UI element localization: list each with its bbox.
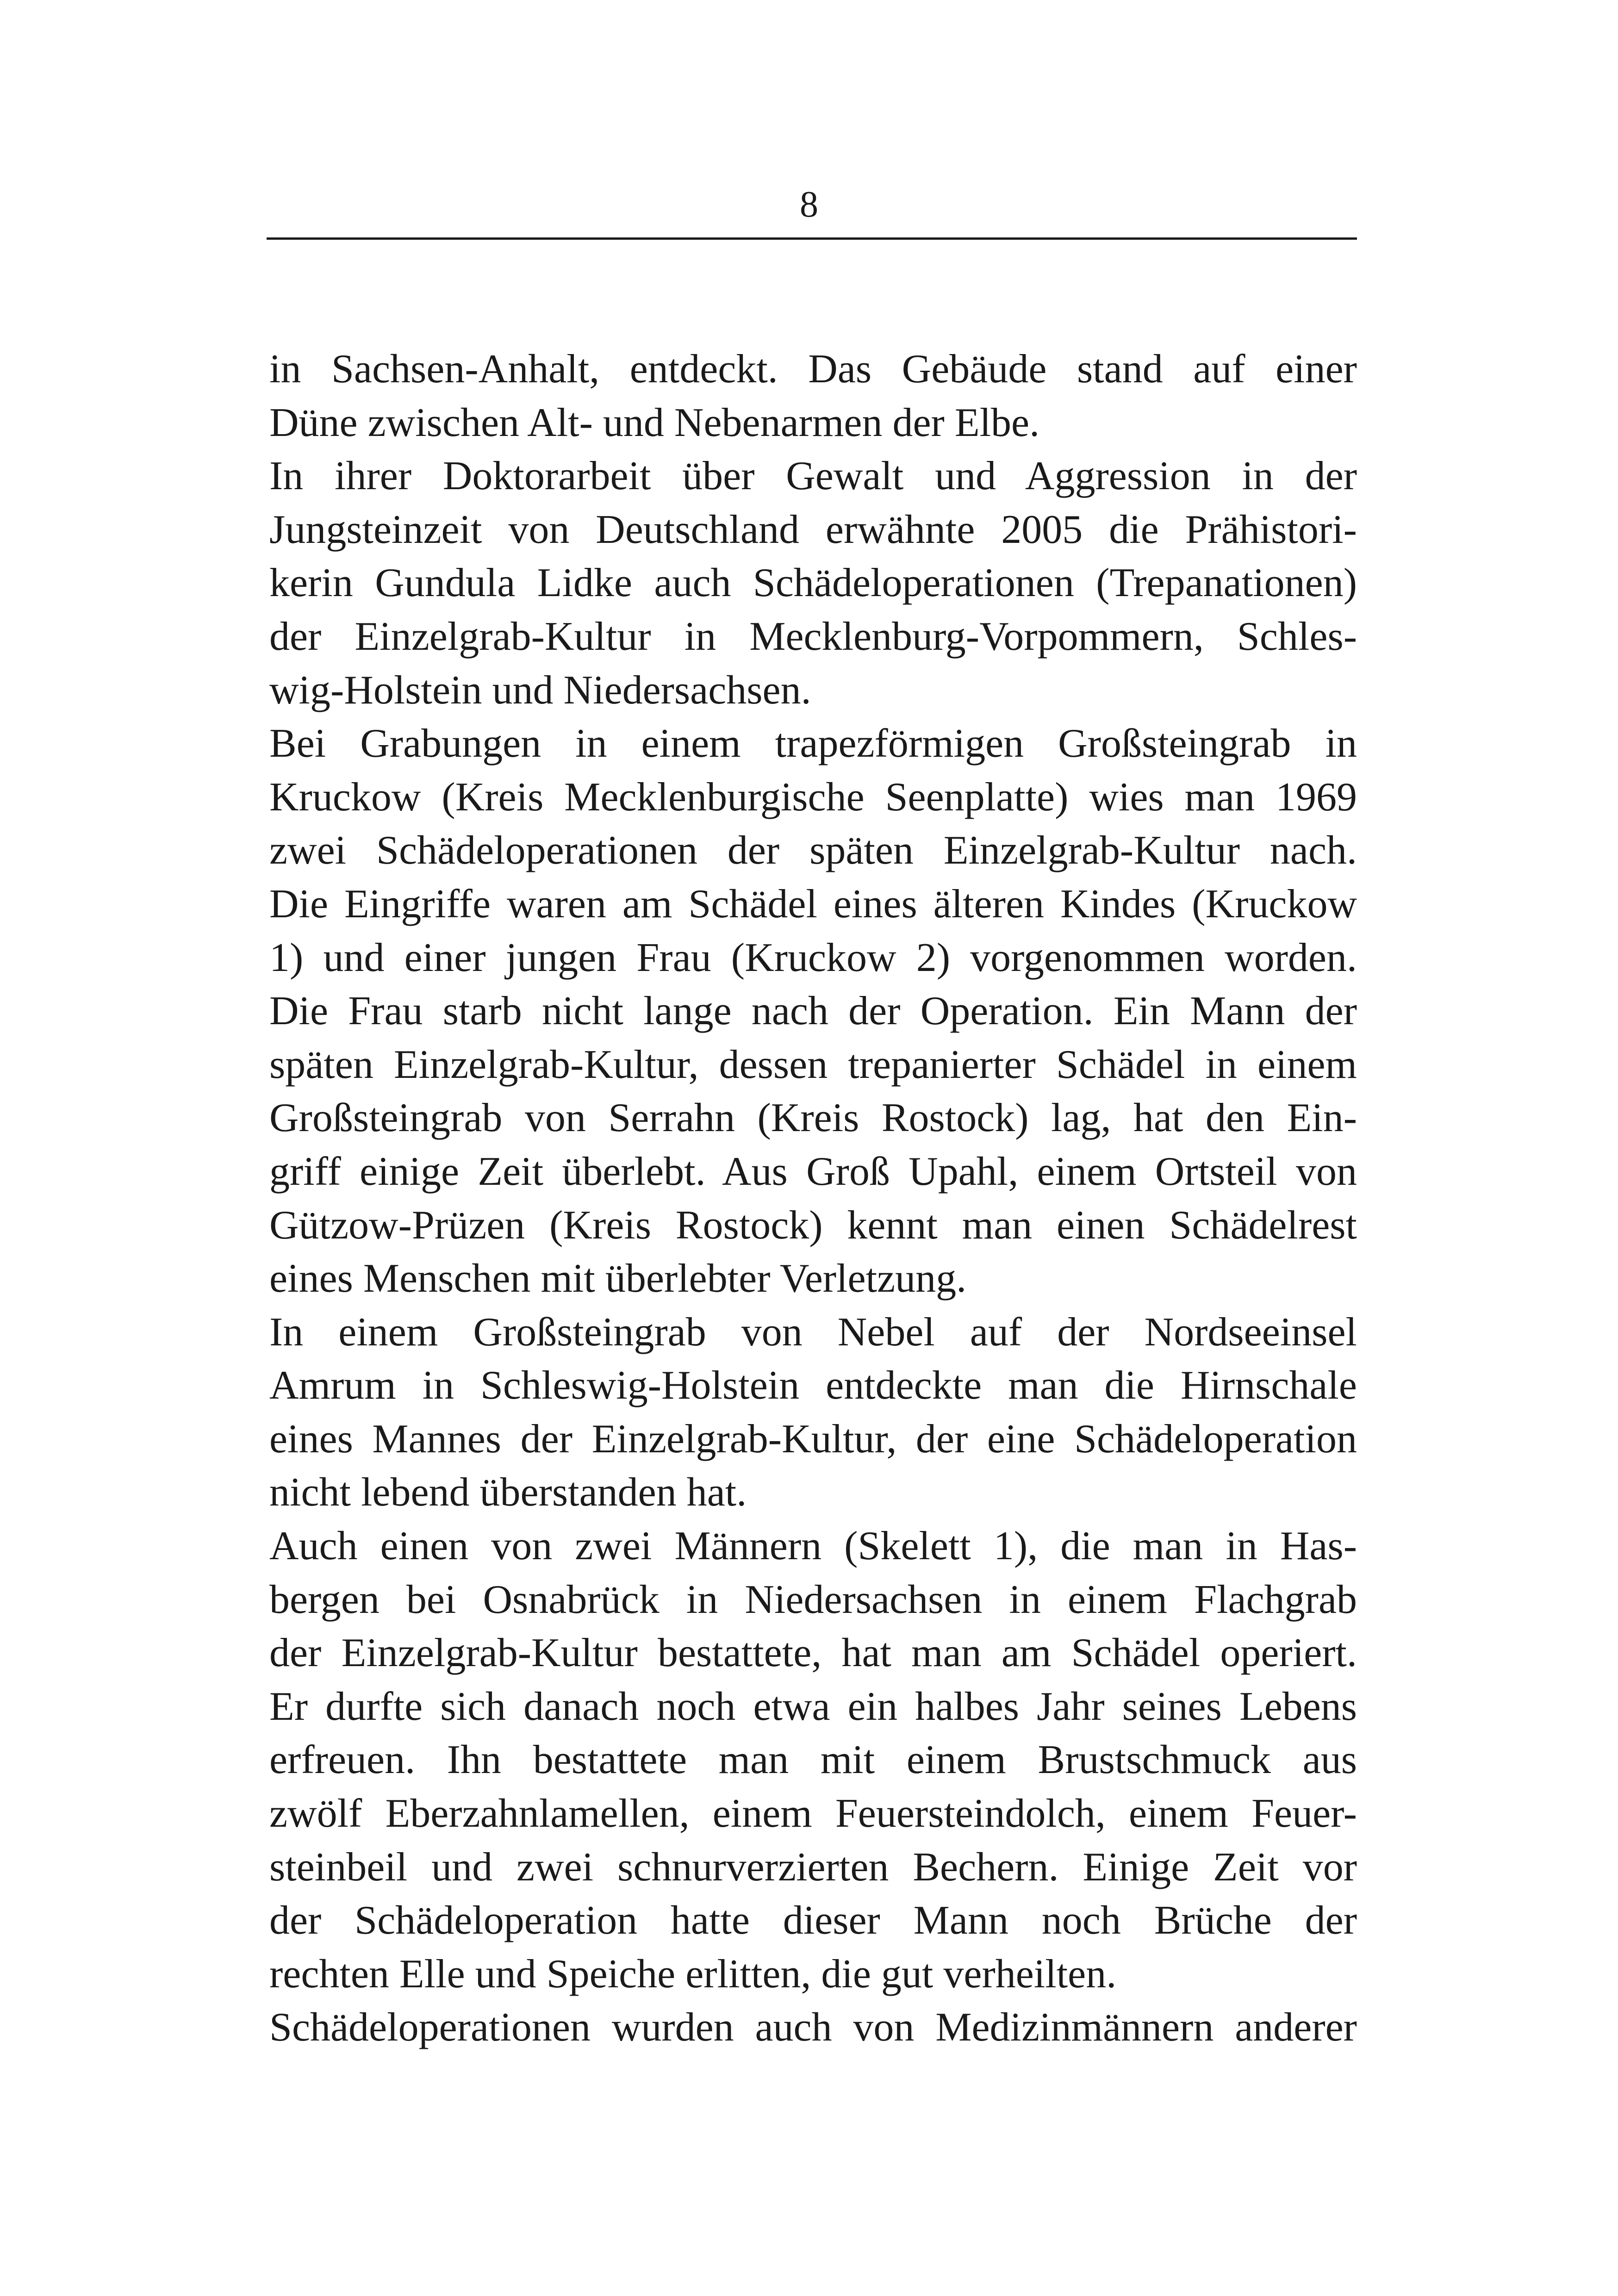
text-line: In einem Großsteingrab von Nebel auf der Nordseeinsel [269, 1309, 1357, 1355]
text-line: bergen bei Osnabrück in Niedersachsen in einem Flachgrab [269, 1577, 1357, 1622]
text-line: Gützow-Prüzen (Kreis Rostock) kennt man einen Schädelrest [269, 1202, 1357, 1248]
text-line: späten Einzelgrab-Kultur, dessen trepanierter Schädel in einem [269, 1042, 1357, 1087]
text-line: Auch einen von zwei Männern (Skelett 1), die man in Has- [269, 1524, 1357, 1569]
text-line: zwölf Eberzahnlamellen, einem Feuersteindolch, einem Feuer- [269, 1791, 1357, 1836]
text-line: 1) und einer jungen Frau (Kruckow 2) vorgenommen worden. [269, 935, 1357, 980]
text-line: In ihrer Doktorarbeit über Gewalt und Aggression in der [269, 454, 1357, 499]
text-line: Er durfte sich danach noch etwa ein halbes Jahr seines Lebens [269, 1684, 1357, 1729]
text-line: steinbeil und zwei schnurverzierten Bechern. Einige Zeit vor [269, 1844, 1357, 1890]
text-line: der Einzelgrab-Kultur bestattete, hat man am Schädel operiert. [269, 1630, 1357, 1676]
text-line: Amrum in Schleswig-Holstein entdeckte man die Hirnschale [269, 1363, 1357, 1408]
text-line: der Schädeloperation hatte dieser Mann noch Brüche der [269, 1898, 1357, 1943]
header-rule [267, 237, 1357, 240]
paragraph [269, 1306, 1357, 1519]
paragraph [269, 2001, 1357, 2054]
text-line: Die Frau starb nicht lange nach der Operation. Ein Mann der [269, 989, 1357, 1034]
text-line: Großsteingrab von Serrahn (Kreis Rostock) lag, hat den Ein- [269, 1095, 1357, 1141]
text-line: Kruckow (Kreis Mecklenburgische Seenplatte) wies man 1969 [269, 774, 1357, 820]
paragraph [269, 1519, 1357, 2001]
text-line: Schädeloperationen wurden auch von Medizinmännern anderer [269, 2005, 1357, 2050]
text-line: nicht lebend überstanden hat. [269, 1470, 747, 1515]
text-line: zwei Schädeloperationen der späten Einzelgrab-Kultur nach. [269, 828, 1357, 873]
text-line: wig-Holstein und Niedersachsen. [269, 667, 811, 713]
text-line: eines Menschen mit überlebter Verletzung. [269, 1256, 967, 1301]
paragraph [269, 717, 1357, 1306]
text-line: Bei Grabungen in einem trapezförmigen Großsteingrab in [269, 721, 1357, 766]
text-line: in Sachsen-Anhalt, entdeckt. Das Gebäude stand auf einer [269, 347, 1357, 392]
text-line: erfreuen. Ihn bestattete man mit einem Brustschmuck aus [269, 1737, 1357, 1783]
text-line: kerin Gundula Lidke auch Schädeloperationen (Trepanationen) [269, 560, 1357, 606]
text-line: Die Eingriffe waren am Schädel eines älteren Kindes (Kruckow [269, 881, 1357, 927]
paragraph [269, 449, 1357, 717]
page-number: 8 [800, 184, 818, 225]
text-line: der Einzelgrab-Kultur in Mecklenburg-Vorpommern, Schles- [269, 614, 1357, 659]
text-line: Jungsteinzeit von Deutschland erwähnte 2005 die Prähistori- [269, 507, 1357, 552]
body-text [269, 342, 1357, 2054]
text-line: griff einige Zeit überlebt. Aus Groß Upahl, einem Ortsteil von [269, 1149, 1357, 1194]
text-line: rechten Elle und Speiche erlitten, die gut verheilten. [269, 1951, 1117, 1997]
text-line: eines Mannes der Einzelgrab-Kultur, der eine Schädeloperation [269, 1416, 1357, 1462]
paragraph [269, 342, 1357, 449]
text-line: Düne zwischen Alt- und Nebenarmen der Elbe. [269, 400, 1040, 445]
